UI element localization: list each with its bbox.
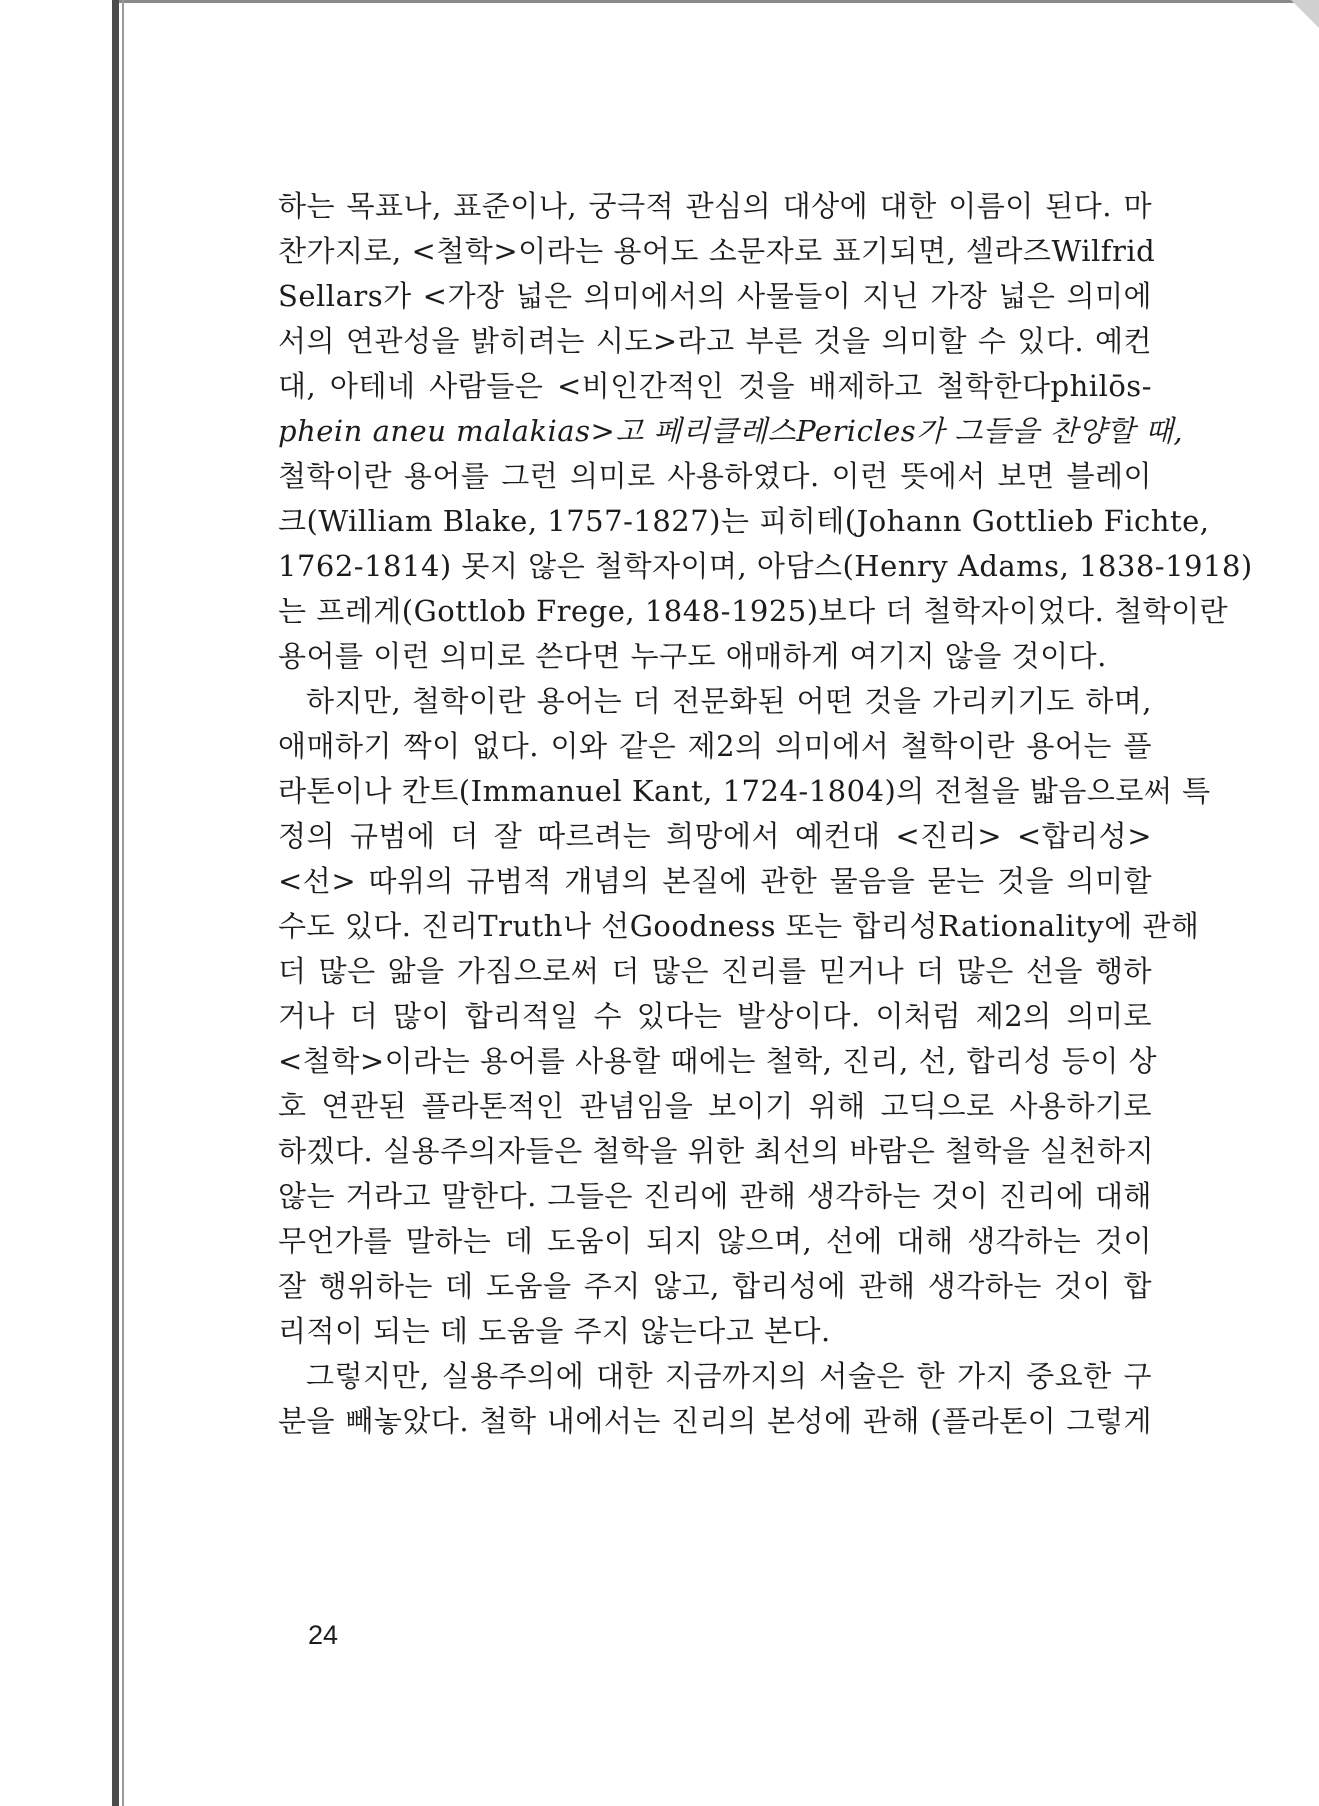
text-line: 라톤이나 칸트(Immanuel Kant, 1724-1804)의 전철을 밟음으로써 특 bbox=[278, 774, 1211, 808]
text-line: 분을 빼놓았다. 철학 내에서는 진리의 본성에 관해 (플라톤이 그렇게 bbox=[278, 1404, 1152, 1438]
text-line: 않는 거라고 말한다. 그들은 진리에 관해 생각하는 것이 진리에 대해 bbox=[278, 1179, 1152, 1213]
text-line: 크(William Blake, 1757-1827)는 피히테(Johann Gottlieb Fichte, bbox=[278, 504, 1210, 538]
text-line: 철학이란 용어를 그런 의미로 사용하였다. 이런 뜻에서 보면 블레이 bbox=[278, 459, 1152, 493]
text-line: 무언가를 말하는 데 도움이 되지 않으며, 선에 대해 생각하는 것이 bbox=[278, 1224, 1152, 1258]
text-line: <철학>이라는 용어를 사용할 때에는 철학, 진리, 선, 합리성 등이 상 bbox=[278, 1044, 1158, 1078]
text-line: 호 연관된 플라톤적인 관념임을 보이기 위해 고딕으로 사용하기로 bbox=[278, 1089, 1152, 1123]
text-line: 1762-1814) 못지 않은 철학자이며, 아담스(Henry Adams, 1838-1918) bbox=[278, 549, 1253, 583]
text-line: 대, 아테네 사람들은 <비인간적인 것을 배제하고 철학한다philōs- bbox=[278, 369, 1152, 403]
page-number: 24 bbox=[308, 1620, 339, 1650]
page-top-edge bbox=[112, 0, 1297, 3]
text-line: 정의 규범에 더 잘 따르려는 희망에서 예컨대 <진리> <합리성> bbox=[278, 819, 1152, 853]
text-line: 리적이 되는 데 도움을 주지 않는다고 본다. bbox=[278, 1314, 831, 1348]
text-line: 용어를 이런 의미로 쓴다면 누구도 애매하게 여기지 않을 것이다. bbox=[278, 639, 1107, 673]
text-line: 그렇지만, 실용주의에 대한 지금까지의 서술은 한 가지 중요한 구 bbox=[306, 1359, 1152, 1393]
text-line: Sellars가 <가장 넓은 의미에서의 사물들이 지닌 가장 넓은 의미에 bbox=[278, 279, 1152, 313]
body-text bbox=[278, 184, 1253, 1444]
text-line: <선> 따위의 규범적 개념의 본질에 관한 물음을 묻는 것을 의미할 bbox=[278, 864, 1152, 898]
book-spine-edge bbox=[122, 0, 124, 1806]
text-line: 애매하기 짝이 없다. 이와 같은 제2의 의미에서 철학이란 용어는 플 bbox=[278, 729, 1152, 763]
text-line: 는 프레게(Gottlob Frege, 1848-1925)보다 더 철학자이었다. 철학이란 bbox=[278, 594, 1229, 628]
text-line: 하겠다. 실용주의자들은 철학을 위한 최선의 바람은 철학을 실천하지 bbox=[278, 1134, 1155, 1168]
text-line: 거나 더 많이 합리적일 수 있다는 발상이다. 이처럼 제2의 의미로 bbox=[278, 999, 1152, 1033]
text-line: 잘 행위하는 데 도움을 주지 않고, 합리성에 관해 생각하는 것이 합 bbox=[278, 1269, 1152, 1303]
text-line: 하는 목표나, 표준이나, 궁극적 관심의 대상에 대한 이름이 된다. 마 bbox=[278, 189, 1152, 223]
book-spine-shadow bbox=[112, 0, 119, 1806]
text-line: 수도 있다. 진리Truth나 선Goodness 또는 합리성Rationality에 관해 bbox=[278, 909, 1200, 943]
text-line: phein aneu malakias>고 페리클레스Pericles가 그들을 찬양할 때, bbox=[278, 414, 1184, 448]
text-line: 서의 연관성을 밝히려는 시도>라고 부른 것을 의미할 수 있다. 예컨 bbox=[278, 324, 1152, 358]
text-line: 하지만, 철학이란 용어는 더 전문화된 어떤 것을 가리키기도 하며, bbox=[306, 684, 1152, 718]
page-corner bbox=[1291, 0, 1319, 28]
text-line: 더 많은 앎을 가짐으로써 더 많은 진리를 믿거나 더 많은 선을 행하 bbox=[278, 954, 1152, 988]
text-line: 찬가지로, <철학>이라는 용어도 소문자로 표기되면, 셀라즈Wilfrid bbox=[278, 234, 1156, 268]
